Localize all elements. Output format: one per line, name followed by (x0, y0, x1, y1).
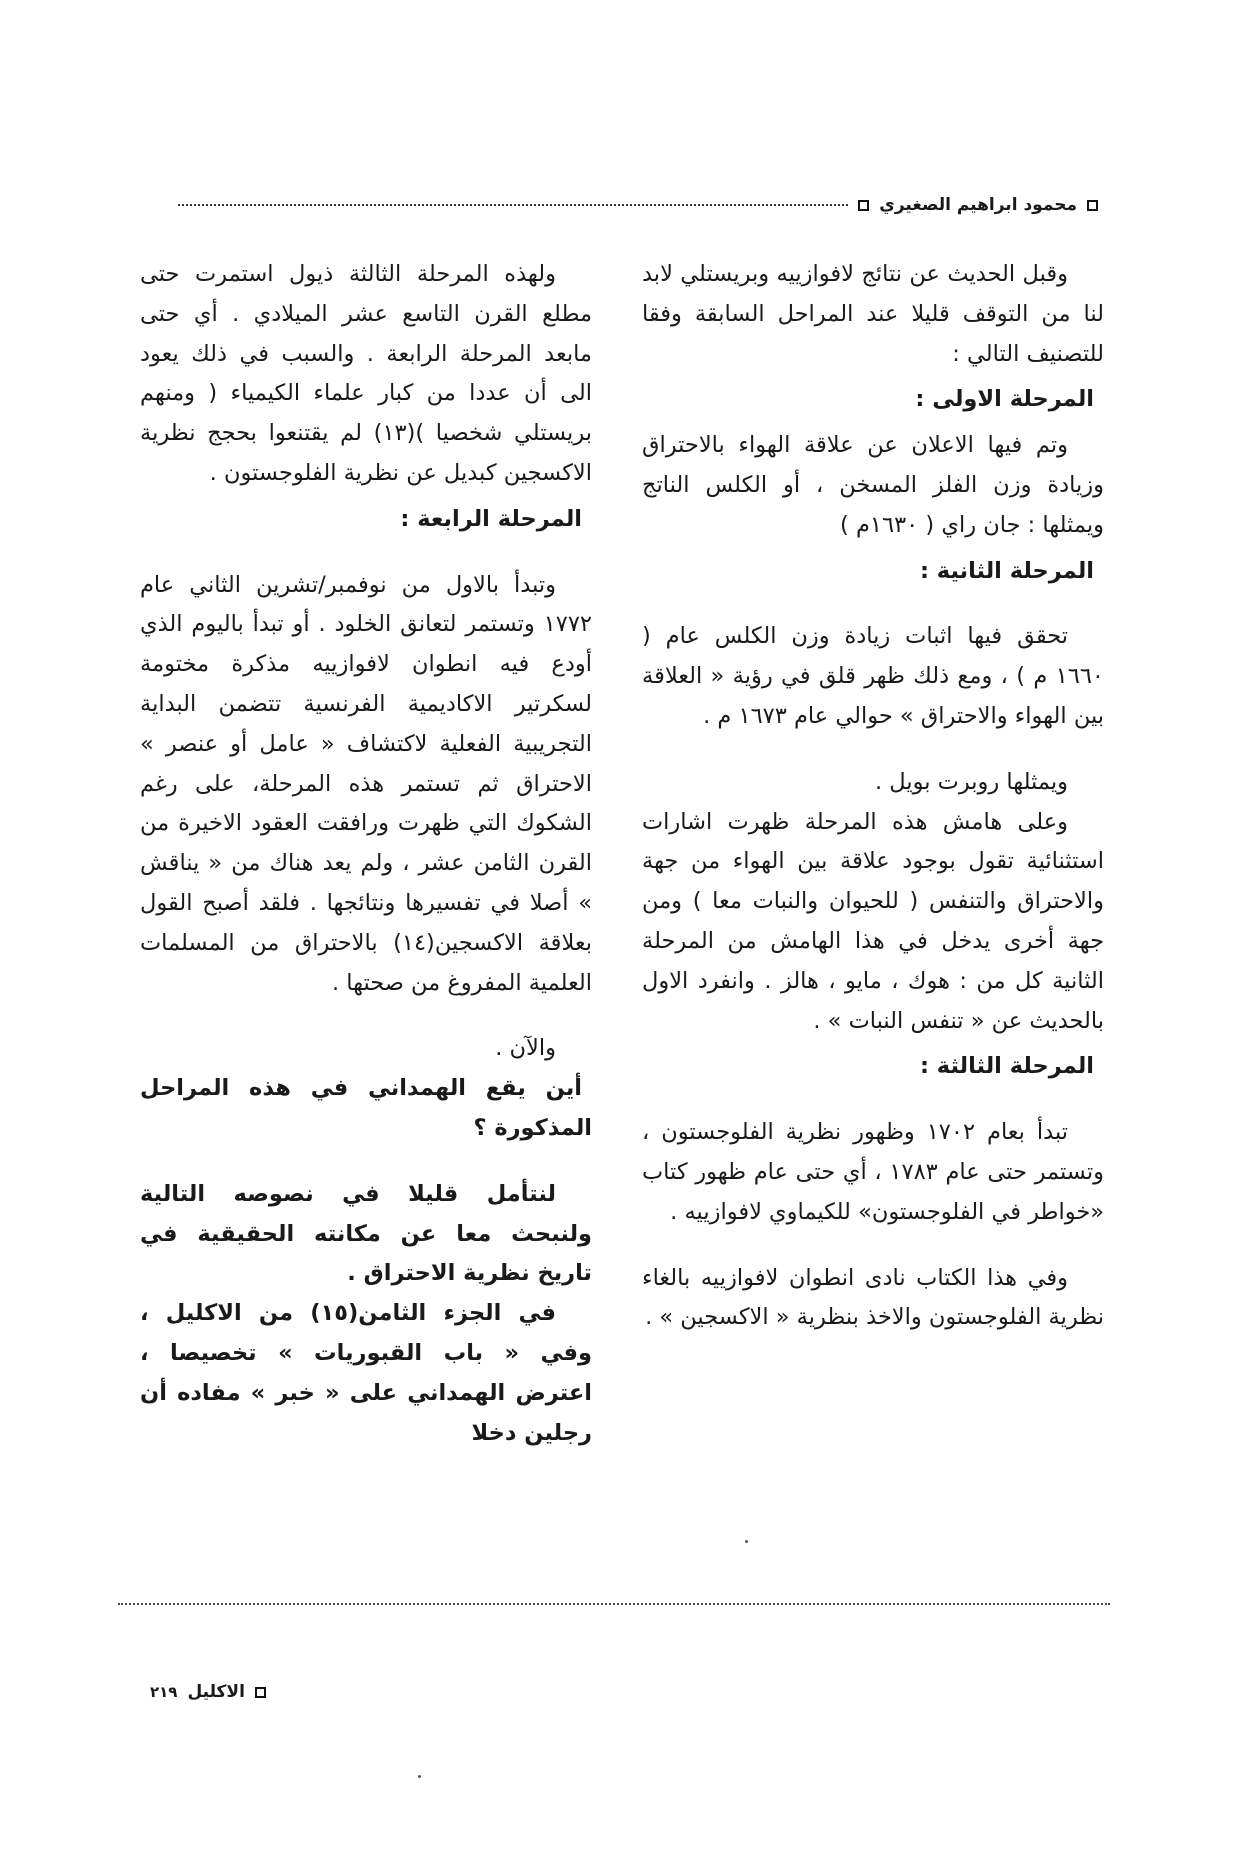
journal-name: الاكليل (187, 1682, 245, 1702)
paragraph: ولهذه المرحلة الثالثة ذيول استمرت حتى مطلع القرن التاسع عشر الميلادي . أي حتى مابعد المرحلة الرابعة . والسبب في ذلك يعود الى أن عددا من كبار علماء الكيمياء ( ومنهم بريستلي شخصيا )(١٣) لم يقتنعوا بحجج نظرية الاكسجين كبديل عن نظرية الفلوجستون . (140, 261, 592, 486)
page-number: ٢١٩ (150, 1683, 178, 1701)
left-column (140, 255, 592, 1453)
section-heading: المرحلة الثانية : (919, 557, 1094, 584)
header-dotted-rule (178, 204, 848, 206)
paragraph: وقبل الحديث عن نتائج لافوازييه وبريستلي لابد لنا من التوقف قليلا عند المراحل السابقة وفقا للتصنيف التالي : (642, 261, 1104, 367)
paragraph: وتبدأ بالاول من نوفمبر/تشرين الثاني عام ١٧٧٢ وتستمر لتعانق الخلود . أو تبدأ باليوم الذي أودع فيه انطوان لافوازييه مذكرة مختومة لسكرتير الاكاديمية الفرنسية تتضمن البداية التجريبية الفعلية لاكتشاف « عامل أو عنصر » الاحتراق ثم تستمر هذه المرحلة، على رغم الشكوك التي ظهرت ورافقت العقود الاخيرة من القرن الثامن عشر ، ولم يعد هناك من « يناقش » أصلا في تفسيرها ونتائجها . فلقد أصبح القول بعلاقة الاكسجين(١٤) بالاحتراق من المسلمات العلمية المفروغ من صحتها . (140, 571, 592, 996)
paragraph: ويمثلها روبرت بويل . (875, 768, 1068, 795)
page-footer (150, 1680, 266, 1704)
paragraph: وفي هذا الكتاب نادى انطوان لافوازييه بالغاء نظرية الفلوجستون والاخذ بنظرية « الاكسجين » . (642, 1264, 1104, 1331)
section-heading: المرحلة الرابعة : (400, 505, 582, 532)
section-heading: المرحلة الاولى : (915, 386, 1094, 413)
scan-speck (418, 1775, 421, 1778)
question-heading: أين يقع الهمداني في هذه المراحل المذكورة ؟ (140, 1075, 592, 1141)
square-bullet-icon (858, 200, 869, 211)
footer-dotted-rule (118, 1603, 1110, 1605)
paragraph: تحقق فيها اثبات زيادة وزن الكلس عام ( ١٦٦٠ م ) ، ومع ذلك ظهر قلق في رؤية « العلاقة بين الهواء والاحتراق » حوالي عام ١٦٧٣ م . (642, 623, 1104, 729)
running-header (168, 190, 1098, 220)
paragraph: في الجزء الثامن(١٥) من الاكليل ، وفي « باب القبوريات » تخصيصا ، اعترض الهمداني على « خبر » مفاده أن رجلين دخلا (140, 1300, 592, 1446)
scan-speck (745, 1540, 748, 1543)
paragraph: وتم فيها الاعلان عن علاقة الهواء بالاحتراق وزيادة وزن الفلز المسخن ، أو الكلس الناتج ويمثلها : جان راي ( ١٦٣٠م ) (642, 432, 1104, 538)
header-author: محمود ابراهيم الصغيري (879, 195, 1077, 215)
paragraph: والآن . (495, 1035, 556, 1062)
paragraph: تبدأ بعام ١٧٠٢ وظهور نظرية الفلوجستون ، وتستمر حتى عام ١٧٨٣ ، أي حتى عام ظهور كتاب «خواطر في الفلوجستون» للكيماوي لافوازييه . (642, 1119, 1104, 1225)
paragraph: وعلى هامش هذه المرحلة ظهرت اشارات استثنائية تقول بوجود علاقة بين الهواء من جهة والاحتراق والتنفس ( للحيوان والنبات معا ) ومن جهة أخرى يدخل في هذا الهامش من المرحلة الثانية كل من : هوك ، مايو ، هالز . وانفرد الاول بالحديث عن « تنفس النبات » . (642, 808, 1104, 1034)
paragraph: لنتأمل قليلا في نصوصه التالية ولنبحث معا عن مكانته الحقيقية في تاريخ نظرية الاحتراق . (140, 1180, 592, 1287)
square-bullet-icon (1087, 200, 1098, 211)
square-bullet-icon (255, 1687, 266, 1698)
right-column (642, 255, 1104, 1338)
section-heading: المرحلة الثالثة : (919, 1053, 1094, 1080)
